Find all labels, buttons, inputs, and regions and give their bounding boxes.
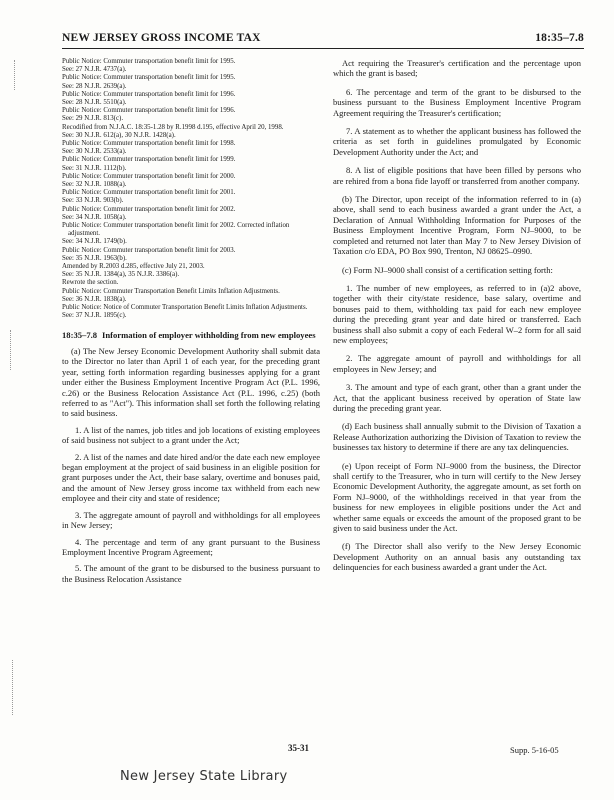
section-title: Information of employer withholding from new employees [102, 329, 316, 340]
history-line: Public Notice: Commuter transportation benefit limit for 1996. [62, 107, 236, 115]
history-line: Amended by R.2003 d.285, effective July 21, 2003. [62, 263, 205, 271]
section-heading [62, 330, 320, 341]
history-line: See: 35 N.J.R. 1963(b). [62, 254, 127, 262]
body-paragraph: 1. The number of new employees, as referred to in (a)2 above, together with their city/state residence, base salary, overtime and bonuses paid to them, withholding tax paid for each new employee during the preceding grant year and date hired or transferred. Each business shall also submit a copy of each Federal W–2 form for all said new employees; [333, 282, 581, 345]
right-column [333, 58, 581, 581]
history-line: See: 37 N.J.R. 1895(c). [62, 312, 127, 320]
binder-mark [14, 60, 16, 90]
body-paragraph: 7. A statement as to whether the applicant business has followed the criteria as set forth in guidelines promulgated by Economic Development Authority under the Act; and [333, 126, 581, 157]
history-line: See: 32 N.J.R. 1088(a). [62, 181, 127, 189]
body-paragraph: (c) Form NJ–9000 shall consist of a certification setting forth: [342, 264, 553, 275]
body-paragraph: 3. The aggregate amount of payroll and withholdings for all employees in New Jersey; [62, 509, 320, 531]
body-paragraph: 8. A list of eligible positions that have been filled by persons who are rehired from a bona fide layoff or transferred from another company. [333, 165, 581, 186]
history-line: See: 36 N.J.R. 1838(a). [62, 295, 127, 303]
history-line: See: 34 N.J.R. 1058(a). [62, 213, 127, 221]
history-line: Public Notice: Commuter transportation benefit limit for 1999. [62, 156, 236, 164]
running-header [62, 32, 584, 49]
binder-mark [12, 660, 14, 715]
history-line: Public Notice: Commuter transportation benefit limit for 1995. [62, 58, 236, 65]
history-line: Public Notice: Commuter transportation benefit limit for 1998. [62, 140, 236, 148]
body-paragraph: 6. The percentage and term of the grant to be disbursed to the business pursuant to the Business Employment Incentive Program Agreement requiring the Treasurer's certification; [333, 86, 581, 118]
history-line: See: 30 N.J.R. 612(a), 30 N.J.R. 1428(a). [62, 131, 176, 139]
history-line: Public Notice: Commuter transportation benefit limit for 2003. [62, 246, 236, 254]
history-line: Rewrote the section. [62, 279, 119, 287]
history-line: See: 31 N.J.R. 1112(b). [62, 164, 127, 172]
history-line: See: 33 N.J.R. 903(b). [62, 197, 124, 205]
body-paragraph: 5. The amount of the grant to be disbursed to the business pursuant to the Business Relocation Assistance [62, 563, 320, 584]
history-line: See: 28 N.J.R. 5510(a). [62, 99, 127, 107]
body-paragraph: (f) The Director shall also verify to the New Jersey Economic Development Authority on an annual basis any outstanding tax delinquencies for each business awarded a grant under the Act. [333, 541, 581, 573]
header-section: 18:35–7.8 [535, 32, 584, 44]
left-column [62, 58, 320, 590]
page-number: 35-31 [288, 743, 309, 753]
history-line: See: 29 N.J.R. 813(c). [62, 115, 124, 123]
body-paragraph: 4. The percentage and term of any grant pursuant to the Business Employment Incentive Program Agreement; [62, 536, 320, 557]
history-line: Public Notice: Commuter transportation benefit limit for 2001. [62, 189, 236, 197]
body-paragraph: 2. The aggregate amount of payroll and withholdings for all employees in New Jersey; and [333, 353, 581, 374]
body-paragraph: (d) Each business shall annually submit to the Division of Taxation a Release Authorization authorizing the Division of Taxation to review the businesses tax history to determine if there are any tax delinquencies. [333, 421, 581, 453]
history-line: See: 34 N.J.R. 1749(b). [62, 238, 127, 246]
history-line: Recodified from N.J.A.C. 18:35-1.28 by R.1998 d.195, effective April 20, 1998. [62, 123, 284, 131]
header-title: NEW JERSEY GROSS INCOME TAX [62, 32, 261, 44]
body-paragraph: (e) Upon receipt of Form NJ–9000 from the business, the Director shall certify to the Treasurer, who in turn will certify to the New Jersey Economic Development Authority, the aggregate amount, as set forth on Form NJ–9000, of the withholdings received in that year from the business for new employees in eligible positions under the Act and whether same equals or exceeds the amount of the proposed grant to be given to said business under the Act. [333, 460, 581, 534]
body-paragraph: Act requiring the Treasurer's certification and the percentage upon which the grant is based; [333, 58, 581, 79]
history-line: Public Notice: Commuter transportation benefit limit for 2002. [62, 205, 236, 213]
body-paragraph: (b) The Director, upon receipt of the information referred to in (a) above, shall send to each business awarded a grant under the Act, a Declaration of Annual Withholding Information for Purposes of the Business Employment Incentive Program, Form NJ–9000, to be completed and returned not later than May 7 to New Jersey Division of Taxation c/o EDA, PO Box 990, Trenton, NJ 08625–0990. [333, 194, 581, 257]
history-line: See: 28 N.J.R. 2639(a). [62, 82, 127, 90]
binder-mark [10, 330, 12, 370]
supplement-date: Supp. 5-16-05 [510, 745, 559, 755]
body-paragraph: 3. The amount and type of each grant, other than a grant under the Act, that the applicant business received by operation of State law during the preceding grant year. [333, 382, 581, 413]
section-number: 18:35–7.8 [62, 329, 98, 340]
history-line: Public Notice: Commuter Transportation Benefit Limits Inflation Adjustments. [62, 287, 280, 295]
history-line: Public Notice: Commuter transportation benefit limit for 1995. [62, 74, 236, 82]
history-line: Public Notice: Notice of Commuter Transportation Benefit Limits Inflation Adjustments. [62, 304, 308, 312]
history-line: Public Notice: Commuter transportation benefit limit for 2002. Corrected inflation adjustment. [62, 222, 290, 238]
history-line: See: 27 N.J.R. 4737(a). [62, 66, 127, 74]
history-line: See: 30 N.J.R. 2533(a). [62, 148, 127, 156]
body-paragraph: 1. A list of the names, job titles and job locations of existing employees of said business not subject to a grant under the Act; [62, 424, 320, 446]
body-paragraph: 2. A list of the names and date hired and/or the date each new employee began employment at the project of said business in an eligible position for grant purposes under the Act, their base salary, overtime and bonuses paid, and the amount of New Jersey gross income tax withheld from each new employee and their city and state of residence; [62, 451, 320, 504]
history-line: Public Notice: Commuter transportation benefit limit for 1996. [62, 90, 236, 98]
history-notes [62, 58, 320, 321]
library-stamp: New Jersey State Library [120, 769, 288, 784]
history-line: See: 35 N.J.R. 1384(a), 35 N.J.R. 3386(a). [62, 271, 180, 279]
body-paragraph: (a) The New Jersey Economic Development Authority shall submit data to the Director no later than April 1 of each year, for the preceding grant year, setting forth information regarding businesses applying for a grant under either the Business Employment Incentive Program Act (P.L. 1996, c.26) or the Business Relocation Assistance Act (P.L. 1996, c.25) (both referred to as "Act"). This information shall set forth the following relating to said business. [62, 346, 320, 419]
history-line: Public Notice: Commuter transportation benefit limit for 2000. [62, 172, 236, 180]
left-body-text [62, 346, 320, 584]
